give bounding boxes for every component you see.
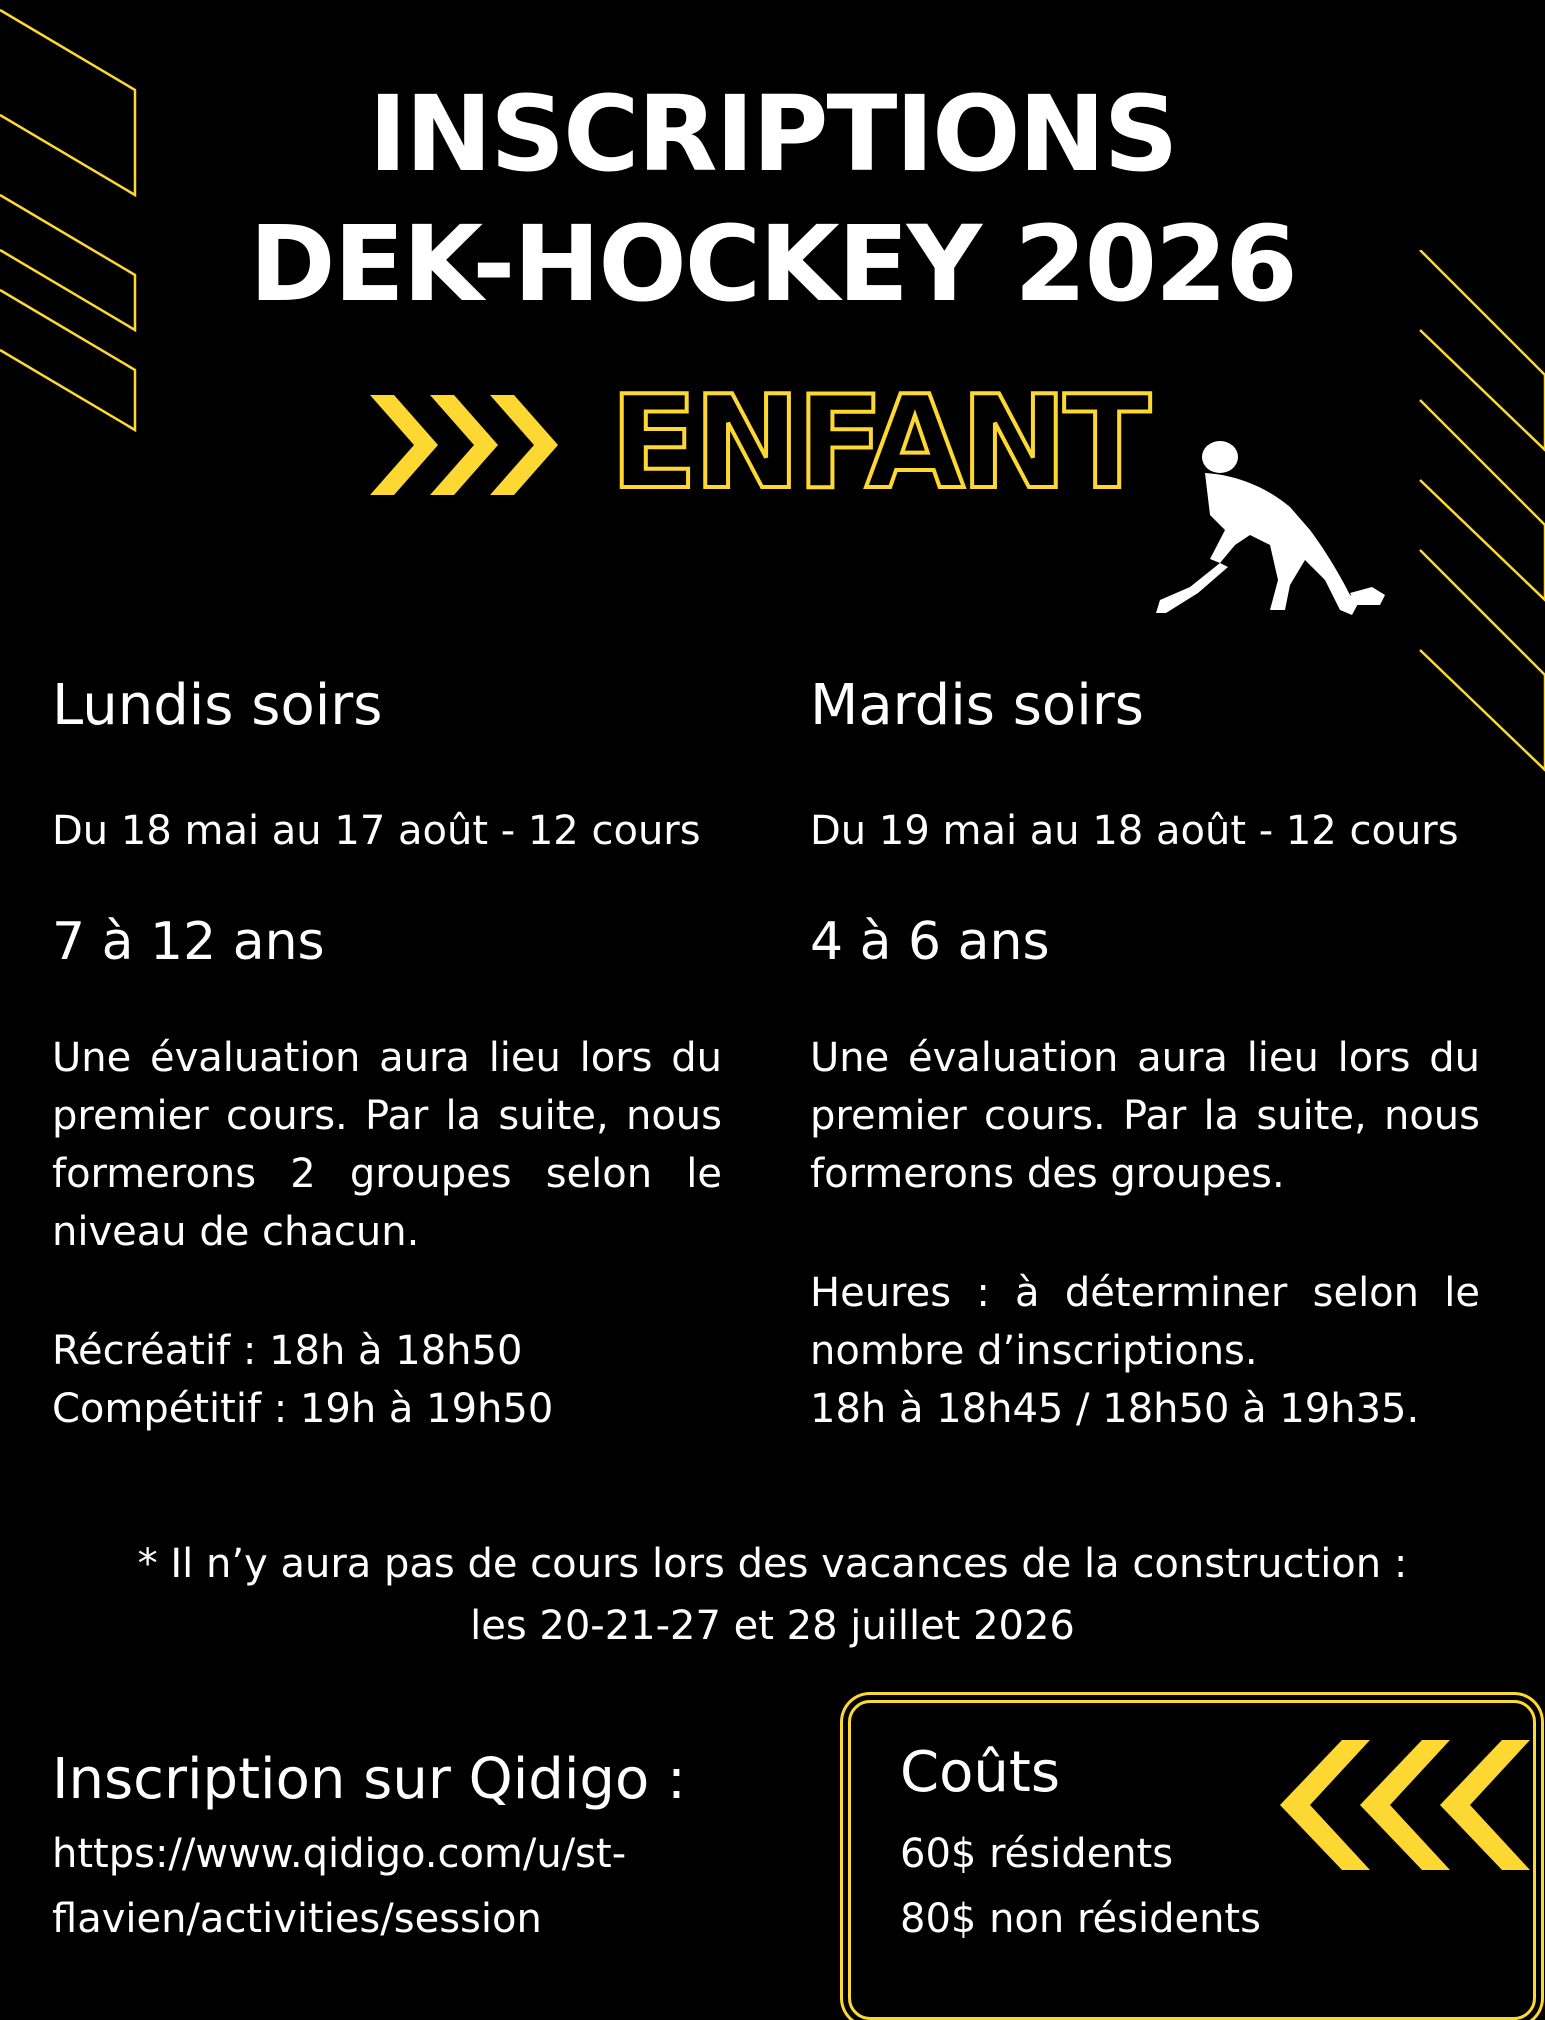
tuesday-description: Une évaluation aura lieu lors du premier cours. Par la suite, nous formerons des groupes. xyxy=(810,1035,1480,1197)
tuesday-ages: 4 à 6 ans xyxy=(810,912,1050,972)
construction-notice-line-1: * Il n’y aura pas de cours lors des vacances de la construction : xyxy=(137,1541,1408,1587)
chevrons-left-icon xyxy=(1280,1740,1535,1870)
tuesday-hours-times: 18h à 18h45 / 18h50 à 19h35. xyxy=(810,1386,1420,1432)
monday-heading: Lundis soirs xyxy=(52,673,383,738)
monday-dates: Du 18 mai au 17 août - 12 cours xyxy=(52,808,701,854)
tuesday-dates: Du 19 mai au 18 août - 12 cours xyxy=(810,808,1459,854)
construction-notice-line-2: les 20-21-27 et 28 juillet 2026 xyxy=(470,1603,1075,1649)
category-label: ENFANT xyxy=(610,369,1147,518)
tuesday-hours-note: Heures : à déterminer selon le nombre d’inscriptions. xyxy=(810,1270,1480,1374)
monday-schedule-2: Compétitif : 19h à 19h50 xyxy=(52,1386,554,1432)
costs-non-resident: 80$ non résidents xyxy=(900,1896,1261,1942)
costs-resident: 60$ résidents xyxy=(900,1831,1174,1877)
registration-url-line-1[interactable]: https://www.qidigo.com/u/st- xyxy=(52,1831,627,1877)
diagonal-stripes-right xyxy=(1415,250,1545,790)
title-line-1: INSCRIPTIONS xyxy=(368,73,1177,195)
registration-heading: Inscription sur Qidigo : xyxy=(52,1747,686,1812)
monday-schedule-1: Récréatif : 18h à 18h50 xyxy=(52,1328,523,1374)
monday-ages: 7 à 12 ans xyxy=(52,912,325,972)
chevrons-right-icon xyxy=(370,395,570,495)
costs-heading: Coûts xyxy=(900,1740,1060,1805)
monday-description: Une évaluation aura lieu lors du premier cours. Par la suite, nous formerons 2 groupes selon le niveau de chacun. xyxy=(52,1035,722,1255)
registration-url-line-2[interactable]: flavien/activities/session xyxy=(52,1896,542,1942)
tuesday-heading: Mardis soirs xyxy=(810,673,1144,738)
title-line-2: DEK-HOCKEY 2026 xyxy=(249,203,1296,325)
hockey-player-icon xyxy=(1150,435,1400,625)
